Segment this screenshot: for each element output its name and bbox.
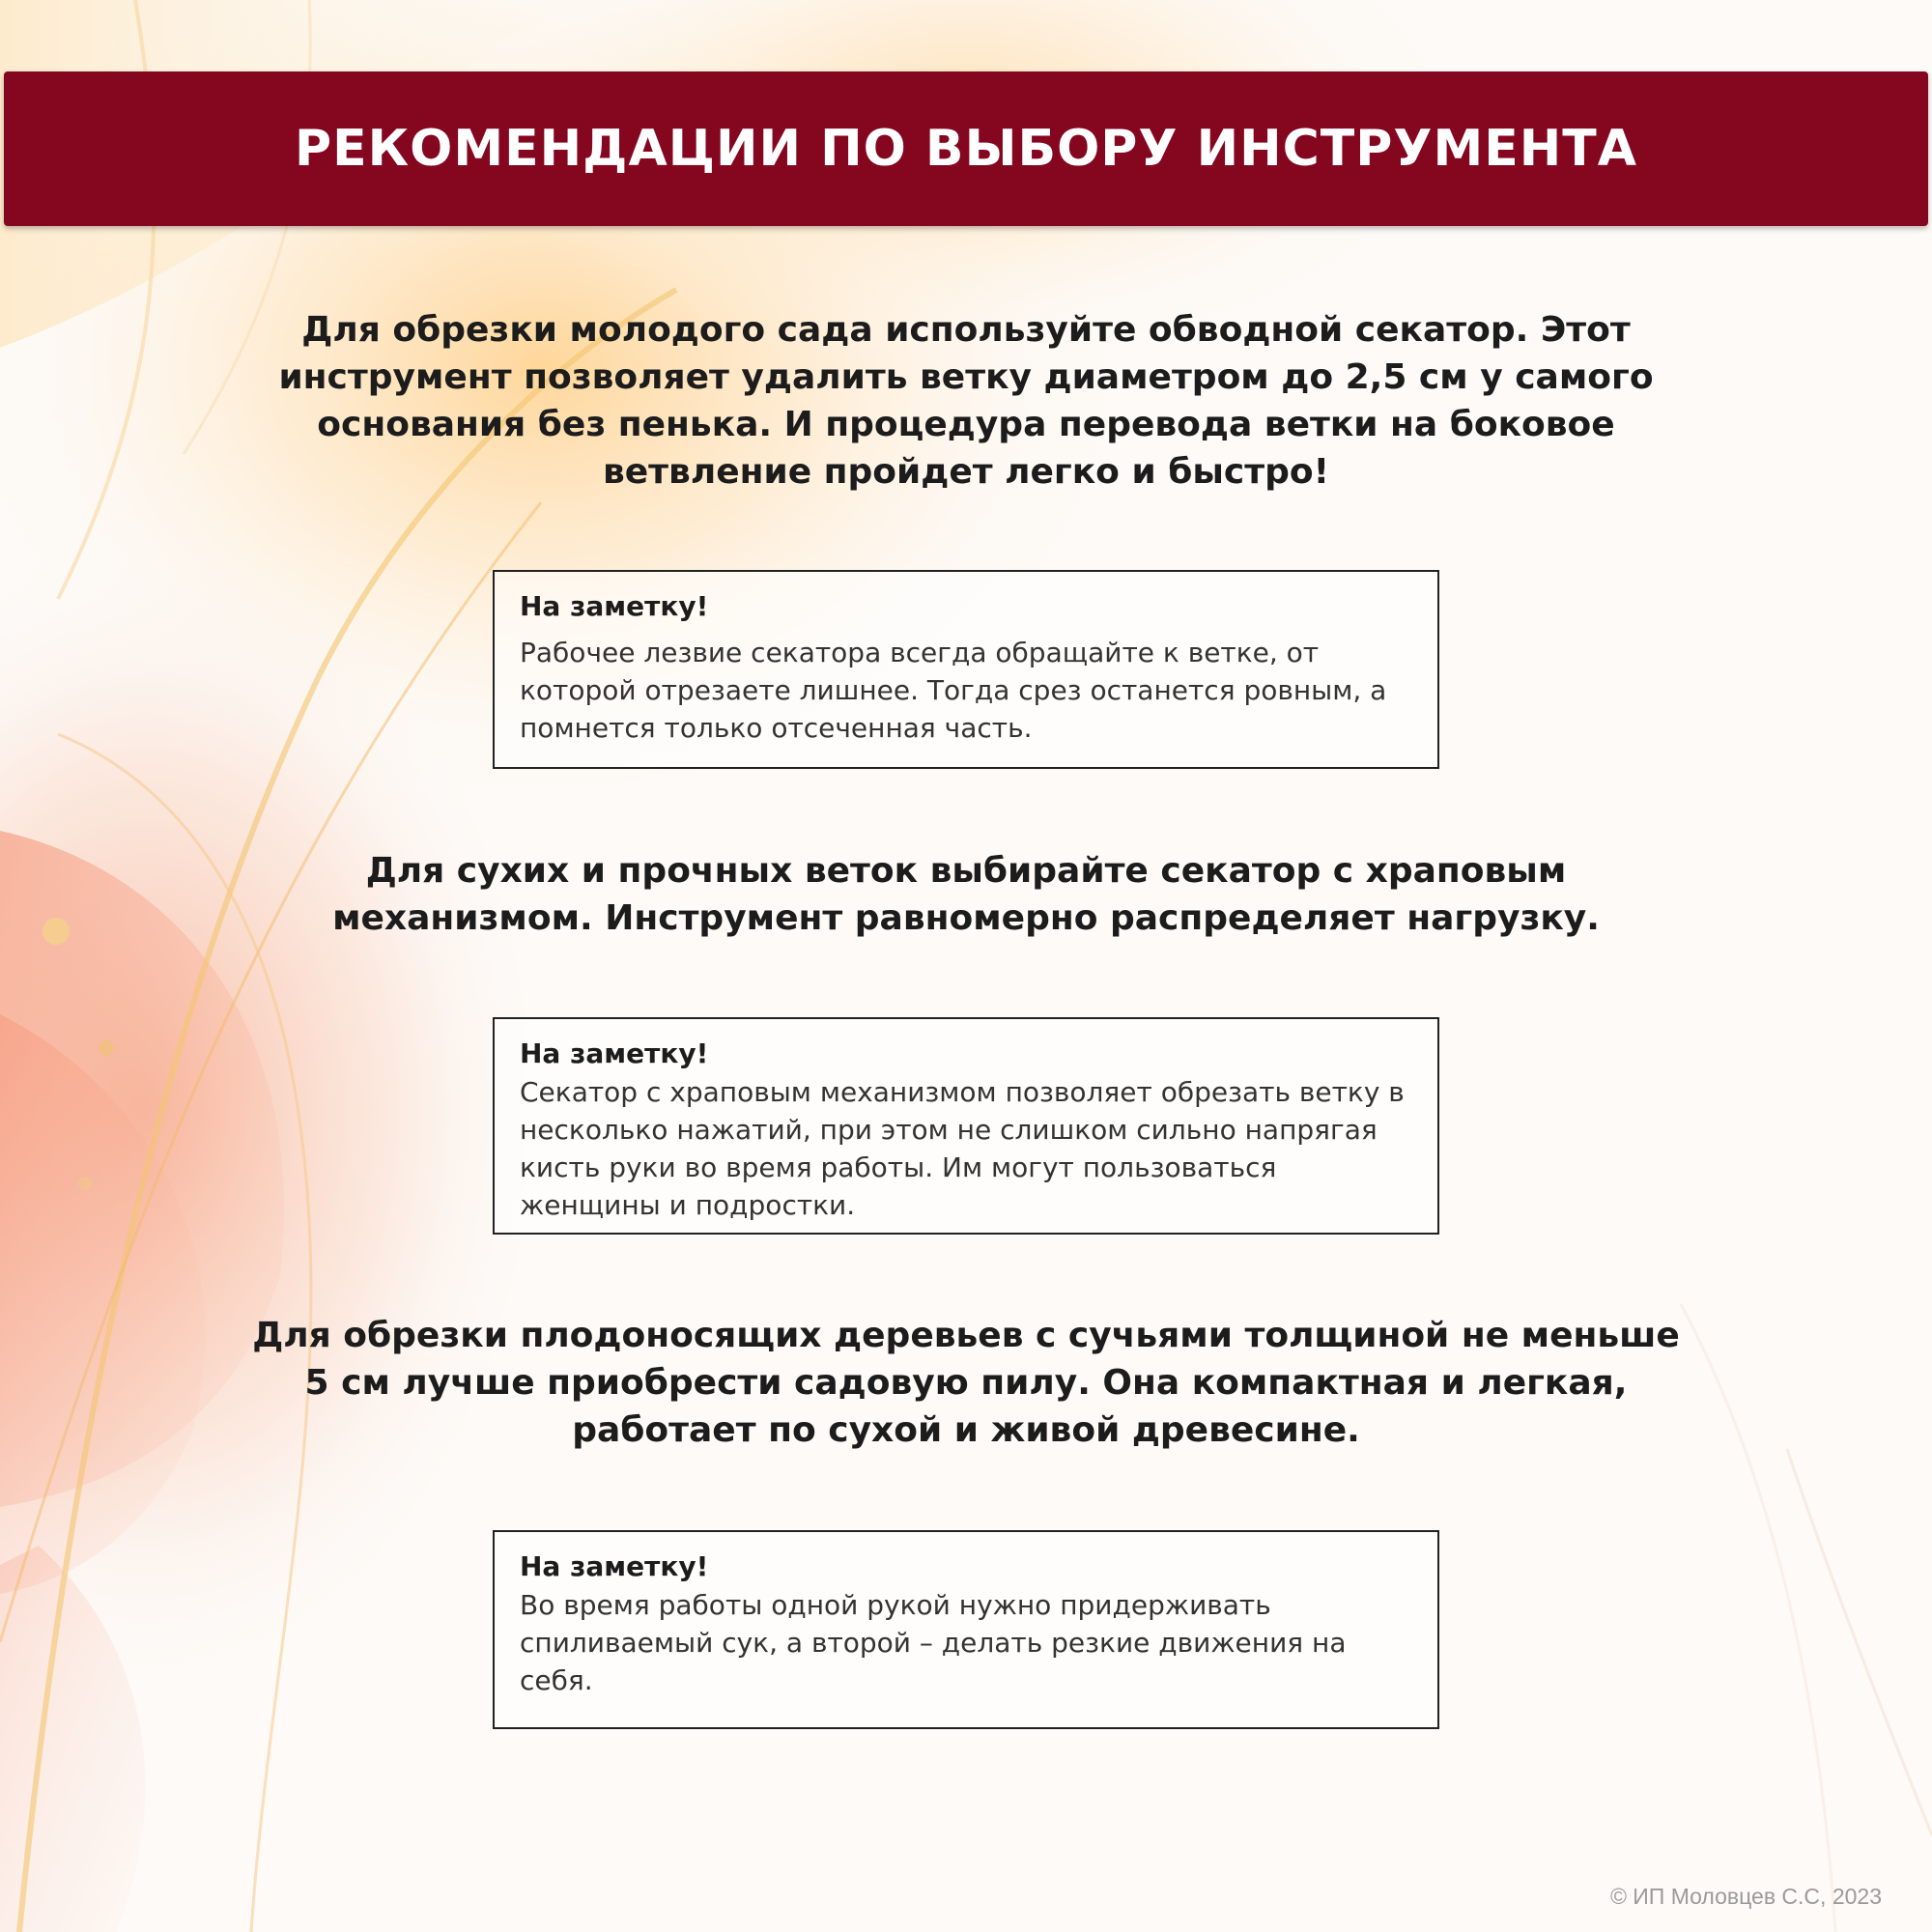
section-2-text: Для сухих и прочных веток выбирайте секатор с храповым механизмом. Инструмент равномерно распределяет нагрузку. — [332, 851, 1600, 938]
section-3-text: Для обрезки плодоносящих деревьев с сучьями толщиной не меньше 5 см лучше приобрести садовую пилу. Она компактная и легкая, работает по сухой и живой древесине. — [252, 1316, 1680, 1450]
note-box-1 — [493, 570, 1439, 769]
note-2-body: Секатор с храповым механизмом позволяет обрезать ветку в несколько нажатий, при этом не слишком сильно напрягая кисть руки во время работы. Им могут пользоваться женщины и подростки. — [520, 1076, 1405, 1221]
copyright-text: © ИП Моловцев С.С, 2023 — [1609, 1884, 1882, 1909]
note-3-heading: На заметку! — [520, 1550, 709, 1582]
note-1-body: Рабочее лезвие секатора всегда обращайте к ветке, от которой отрезаете лишнее. Тогда срез останется ровным, а помнется только отсеченная часть. — [520, 637, 1387, 744]
note-1-heading: На заметку! — [520, 590, 709, 622]
note-2-heading: На заметку! — [520, 1037, 709, 1069]
note-box-2 — [493, 1017, 1439, 1235]
note-box-3 — [493, 1530, 1439, 1729]
note-3-body: Во время работы одной рукой нужно придерживать спиливаемый сук, а второй – делать резкие движения на себя. — [520, 1589, 1347, 1696]
page-title: РЕКОМЕНДАЦИИ ПО ВЫБОРУ ИНСТРУМЕНТА — [295, 120, 1637, 178]
title-banner — [4, 71, 1928, 226]
section-1-text: Для обрезки молодого сада используйте обводной секатор. Этот инструмент позволяет удалить ветку диаметром до 2,5 см у самого основания без пенька. И процедура перевода ветки на боковое ветвление пройдет легко и быстро! — [278, 310, 1654, 492]
